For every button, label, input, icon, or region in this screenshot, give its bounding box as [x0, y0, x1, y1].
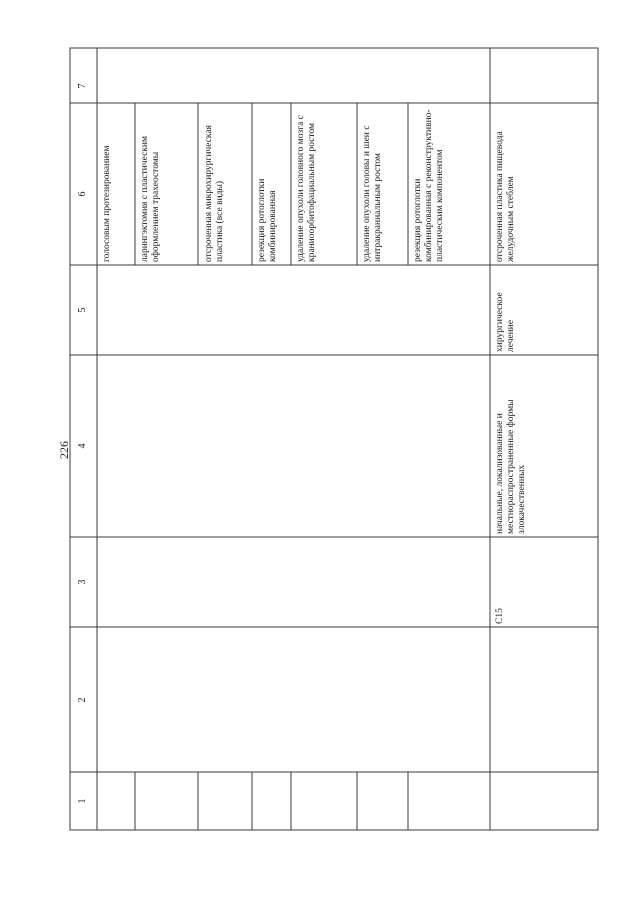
- col6-cell-1: голосовым протезированием: [102, 145, 112, 262]
- col6-cell-8: отсроченная пластика пищевода желудочным стеблем: [495, 131, 517, 262]
- header-col-1: 1: [77, 798, 88, 804]
- header-col-2: 2: [77, 697, 88, 703]
- page-number: 226: [57, 441, 71, 459]
- col6-cell-3: отсроченная микрохирургическая пластика (все виды): [204, 125, 226, 262]
- header-col-3: 3: [77, 579, 88, 585]
- col6-cell-4: резекция ротоглотки комбинированная: [257, 178, 279, 262]
- description-cell: начальные, локализованные и местнораспространенные формы злокачественных: [495, 399, 528, 534]
- header-col-7: 7: [77, 83, 88, 89]
- col6-cell-5: удаление опухоли головного мозга с краниоорбитофациальным ростом: [296, 115, 318, 262]
- col6-cell-6: удаление опухоли головы и шеи с интракраниальным ростом: [362, 125, 384, 262]
- header-col-6: 6: [77, 191, 88, 197]
- treatment-cell: хирургическое лечение: [495, 292, 517, 352]
- col6-cell-7: резекция ротоглотки комбинированная с реконструктивно-пластическим компонентом: [413, 109, 446, 262]
- header-col-4: 4: [77, 443, 88, 449]
- code-cell: C15: [495, 608, 505, 624]
- col6-cell-2: ларингэктомия с пластическим оформлением трахеостомы: [140, 135, 162, 262]
- header-col-5: 5: [77, 307, 88, 313]
